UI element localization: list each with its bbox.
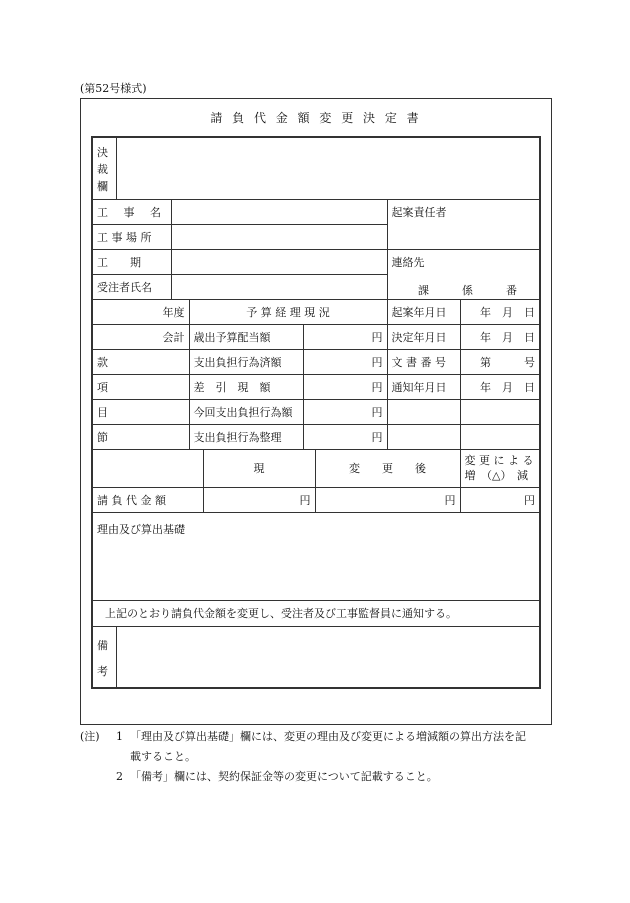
approval-label-1: 決 [97,146,108,159]
item-setsu-cell[interactable] [92,424,189,449]
approval-label-2: 裁 [97,163,108,176]
budget-row-label: 支出負担行為整理 [189,424,303,449]
amount-diff-header-2: 増 （△） 減 [464,469,528,482]
approval-label-3: 欄 [97,180,108,193]
blank-cell[interactable] [387,424,460,449]
contract-amount-label: 請 負 代 金 額 [92,487,203,512]
account-label: 会計 [162,330,185,344]
notes [80,727,560,787]
budget-header: 予 算 経 理 現 況 [189,299,387,324]
contract-amount-after[interactable]: 円 [315,487,460,512]
account-cell[interactable] [92,324,189,349]
drafter-label: 起案責任者 [391,205,447,219]
contract-amount-diff[interactable]: 円 [460,487,540,512]
project-period-label: 工 期 [92,249,171,274]
project-name-field[interactable] [171,199,387,224]
item-kan-cell[interactable] [92,349,189,374]
reason-field[interactable] [92,512,540,600]
note-2-number: 2 [116,770,123,783]
item-kan-label: 款 [97,355,108,369]
project-name-label: 工 事 名 [92,199,171,224]
form-number: (第52号様式) [80,82,147,95]
contractor-label: 受注者氏名 [92,274,171,299]
project-location-field[interactable] [171,224,387,249]
budget-row-amount[interactable]: 円 [303,349,387,374]
blank-cell[interactable] [460,424,540,449]
contact-unit: 課 係 番 [418,283,517,297]
notice-date-field[interactable]: 年 月 日 [460,374,540,399]
fiscal-year-label: 年度 [162,305,185,319]
decision-form-table [91,136,541,689]
remarks-label-2: 考 [97,664,108,678]
notes-head: (注) [80,730,100,743]
item-setsu-label: 節 [97,430,108,444]
budget-row-label: 今回支出負担行為額 [189,399,303,424]
item-moku-label: 目 [97,405,108,419]
drafter-cell[interactable] [387,199,540,249]
remarks-field[interactable] [116,626,540,688]
decision-date-label: 決定年月日 [387,324,460,349]
draft-date-label: 起案年月日 [387,299,460,324]
note-2-text: 「備考」欄には、契約保証金等の変更について記載すること。 [130,770,438,783]
page-title: 請 負 代 金 額 変 更 決 定 書 [210,111,422,125]
doc-number-label: 文 書 番 号 [387,349,460,374]
contact-label: 連絡先 [391,255,425,269]
amount-header-blank [92,449,203,487]
reason-label: 理由及び算出基礎 [97,522,185,536]
doc-number-field[interactable]: 第 号 [460,349,540,374]
contractor-field[interactable] [171,274,387,299]
remarks-label-1: 備 [97,638,108,652]
budget-row-label: 差 引 現 額 [189,374,303,399]
remarks-label [92,626,116,688]
budget-row-amount[interactable]: 円 [303,424,387,449]
project-period-field[interactable] [171,249,387,274]
budget-row-label: 歳出予算配当額 [189,324,303,349]
fiscal-year-cell[interactable] [92,299,189,324]
budget-row-label: 支出負担行為済額 [189,349,303,374]
approval-label [92,137,116,199]
blank-cell[interactable] [387,399,460,424]
decision-date-field[interactable]: 年 月 日 [460,324,540,349]
budget-row-amount[interactable]: 円 [303,324,387,349]
blank-cell[interactable] [460,399,540,424]
item-kou-cell[interactable] [92,374,189,399]
project-location-label: 工 事 場 所 [92,224,171,249]
notice-date-label: 通知年月日 [387,374,460,399]
item-kou-label: 項 [97,380,108,394]
item-moku-cell[interactable] [92,399,189,424]
budget-row-amount[interactable]: 円 [303,374,387,399]
amount-current-header: 現 [203,449,315,487]
notification-text: 上記のとおり請負代金額を変更し、受注者及び工事監督員に通知する。 [92,600,540,626]
amount-after-header: 変 更 後 [315,449,460,487]
contract-amount-current[interactable]: 円 [203,487,315,512]
amount-diff-header [460,449,540,487]
note-1-line-1: 「理由及び算出基礎」欄には、変更の理由及び変更による増減額の算出方法を記 [130,730,526,743]
draft-date-field[interactable]: 年 月 日 [460,299,540,324]
note-1-number: 1 [116,730,123,743]
approval-field[interactable] [116,137,540,199]
budget-row-amount[interactable]: 円 [303,399,387,424]
amount-diff-header-1: 変 更 に よ る [464,454,534,467]
contact-cell[interactable] [387,249,540,299]
note-1-line-2: 載すること。 [130,750,196,763]
